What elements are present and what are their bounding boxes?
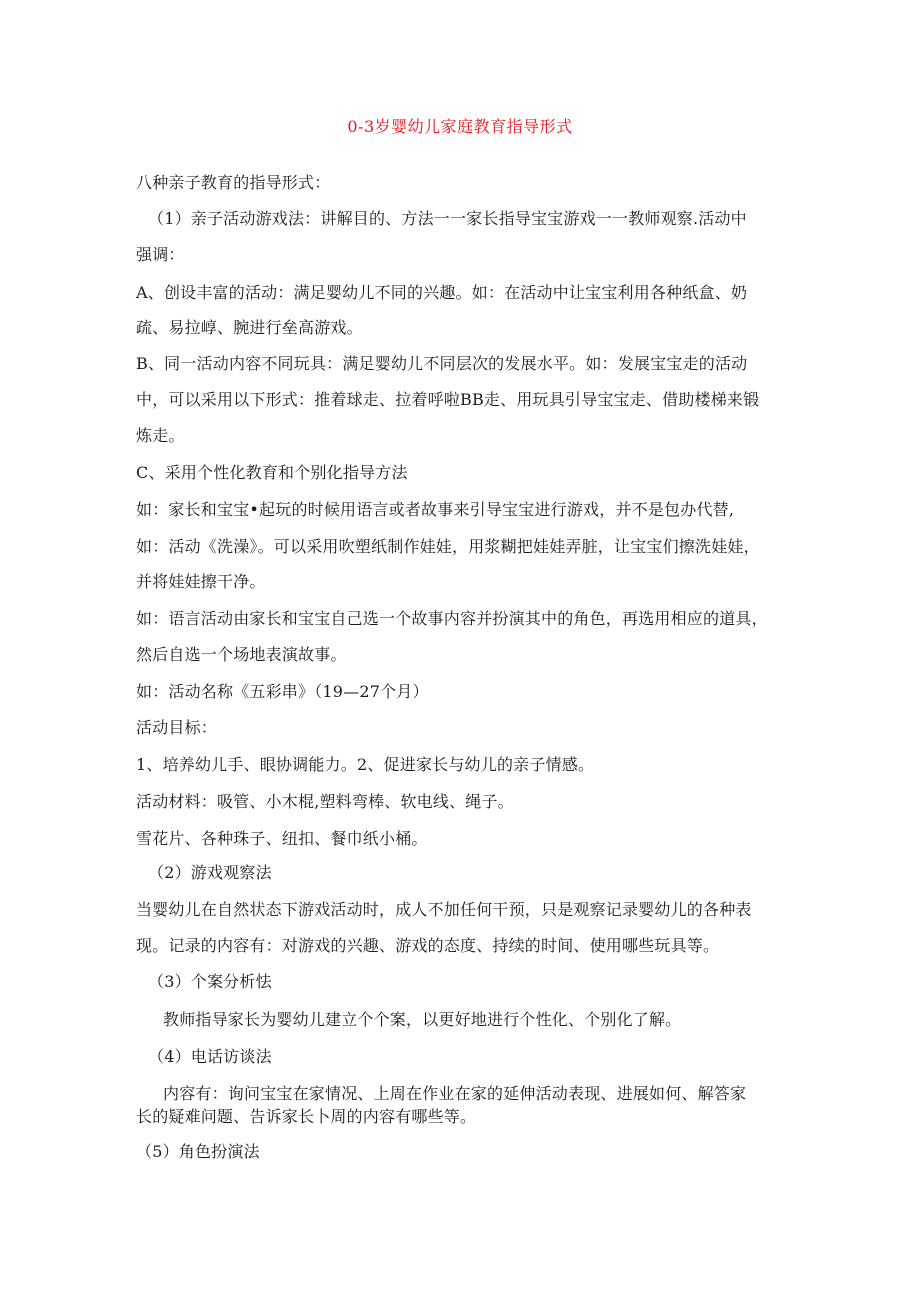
text-line: 如：语言活动由家长和宝宝自己选一个故事内容并扮演其中的角色，再选用相应的道具， xyxy=(136,609,768,628)
text-line: 雪花片、各种珠子、纽扣、餐巾纸小桶。 xyxy=(136,829,428,848)
text-line: 内容有：询问宝宝在家情况、上周在作业在家的延伸活动表现、进展如何、解答家 xyxy=(163,1084,747,1103)
text-line: 当婴幼儿在自然状态下游戏活动时，成人不加任何干预，只是观察记录婴幼儿的各种表 xyxy=(136,900,752,919)
text-line: B、同一活动内容不同玩具：满足婴幼儿不同层次的发展水平。如：发展宝宝走的活动 xyxy=(136,354,748,373)
text-line: 长的疑难问题、告诉家长卜周的内容有哪些等。 xyxy=(136,1107,477,1126)
text-line: 教师指导家长为婴幼儿建立个个案，以更好地进行个性化、个别化了解。 xyxy=(163,1010,682,1029)
text-line: C、采用个性化教育和个别化指导方法 xyxy=(136,463,408,482)
text-line: 疏、易拉崞、腕进行垒高游戏。 xyxy=(136,318,363,337)
text-line: 并将娃娃擦干净。 xyxy=(136,572,266,591)
text-line: （1）亲子活动游戏法：讲解目的、方法一一家长指导宝宝游戏一一教师观察.活动中 xyxy=(148,209,747,228)
text-line: A、创设丰富的活动：满足婴幼儿不同的兴趣。如：在活动中让宝宝利用各种纸盒、奶 xyxy=(136,283,748,302)
document-title: 0-3岁婴幼儿家庭教育指导形式 xyxy=(347,117,573,136)
section-heading: （4）电话访谈法 xyxy=(148,1047,272,1066)
text-line: 八种亲子教育的指导形式： xyxy=(136,173,331,192)
text-line: 如：家长和宝宝•起玩的时候用语言或者故事来引导宝宝进行游戏，并不是包办代替, xyxy=(136,500,735,519)
text-line: 如：活动《洗澡》。可以采用吹塑纸制作娃娃，用浆糊把娃娃弄脏，让宝宝们擦洗娃娃， xyxy=(136,537,760,556)
text-line: 1、培养幼儿手、眼协调能力。2、促进家长与幼儿的亲子情感。 xyxy=(136,755,595,774)
text-line: 然后自选一个场地表演故事。 xyxy=(136,645,347,664)
text-line: 强调： xyxy=(136,245,185,264)
text-line: 中，可以采用以下形式：推着球走、拉着呼啦BB走、用玩具引导宝宝走、借助楼梯来锻 xyxy=(136,390,760,409)
text-line: 活动材料：吸管、小木棍,塑料弯棒、软电线、绳子。 xyxy=(136,792,514,811)
text-line: 活动目标： xyxy=(136,718,218,737)
section-heading: （5）角色扮演法 xyxy=(136,1142,260,1161)
section-heading: （3）个案分析怯 xyxy=(148,972,272,991)
text-line: 炼走。 xyxy=(136,426,185,445)
section-heading: （2）游戏观察法 xyxy=(148,863,272,882)
text-line: 如：活动名称《五彩串》（19—27个月） xyxy=(136,682,429,701)
text-line: 现。记录的内容有：对游戏的兴趣、游戏的态度、持续的时间、使用哪些玩具等。 xyxy=(136,936,720,955)
